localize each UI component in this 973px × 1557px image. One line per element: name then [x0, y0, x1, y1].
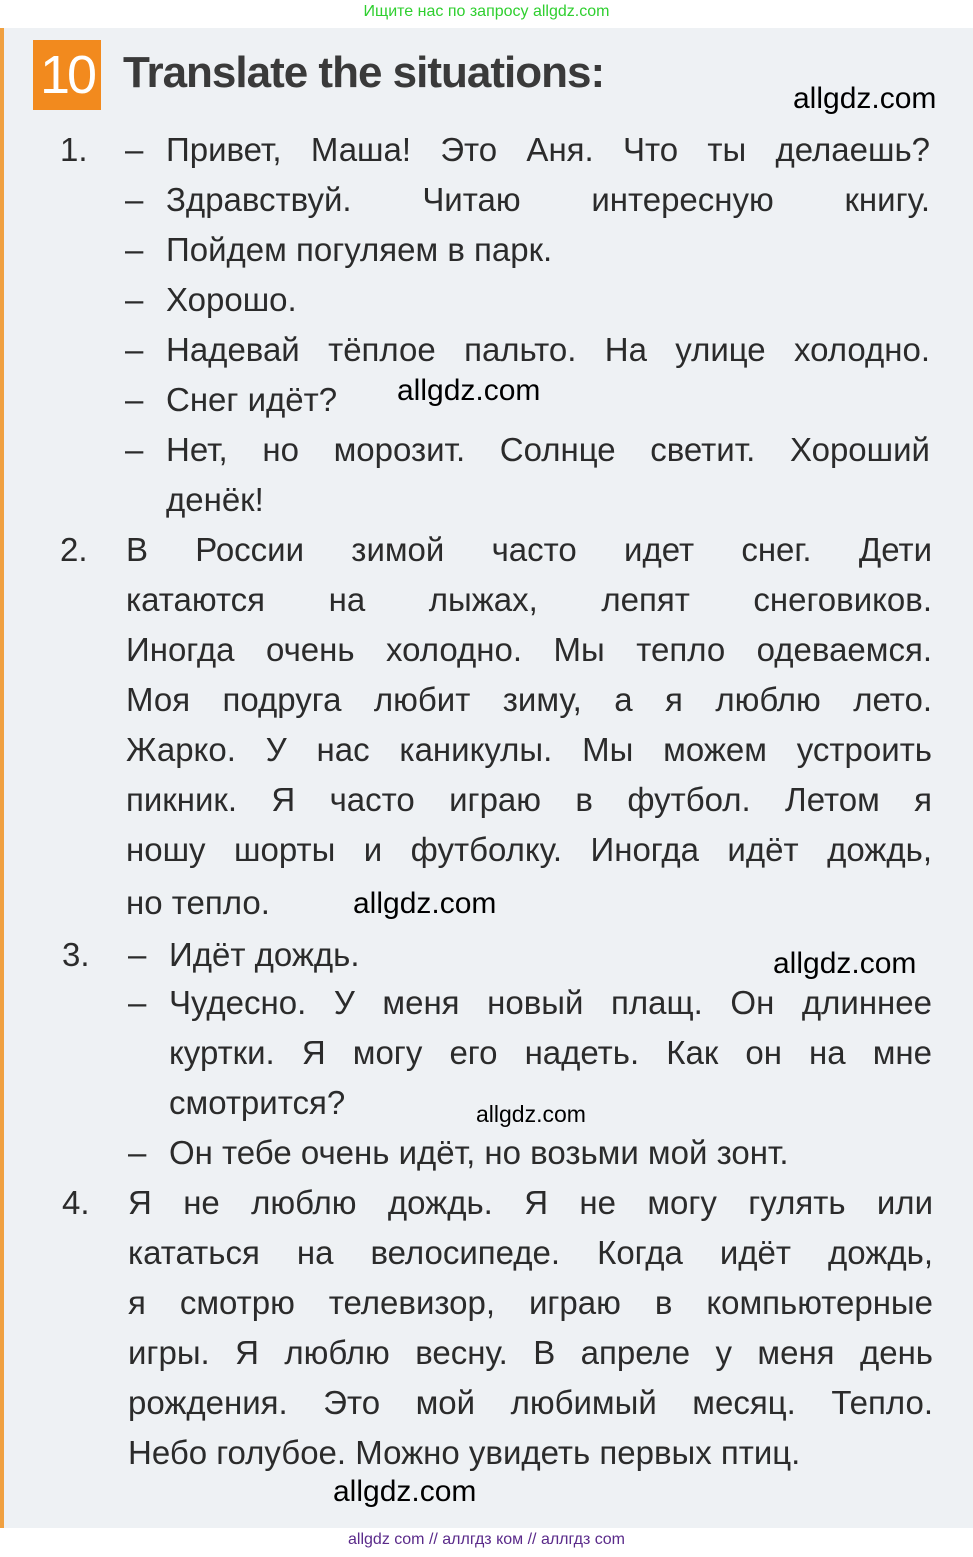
dialogue-dash: – [125, 381, 144, 418]
dialogue-dash: – [125, 181, 144, 218]
text-line: Снег идёт? [166, 381, 338, 418]
section-number: 3. [62, 936, 90, 973]
text-line: Нет, но морозит. Солнце светит. Хороший [166, 431, 930, 468]
text-line: я смотрю телевизор, играю в компьютерные [128, 1284, 933, 1321]
text-line: Идёт дождь. [169, 936, 360, 973]
dialogue-dash: – [125, 431, 144, 468]
text-line: денёк! [166, 481, 264, 518]
exercise-number-badge: 10 [33, 40, 101, 110]
text-line: Моя подруга любит зиму, а я люблю лето. [126, 681, 932, 718]
watermark: allgdz.com [773, 947, 917, 980]
exercise-title: Translate the situations: [123, 48, 605, 97]
text-line: Здравствуй. Читаю интересную книгу. [166, 181, 930, 218]
watermark: allgdz.com [476, 1101, 586, 1127]
text-line: Надевай тёплое пальто. На улице холодно. [166, 331, 930, 368]
section-number: 2. [60, 531, 88, 568]
text-line: куртки. Я могу его надеть. Как он на мне [169, 1034, 932, 1071]
text-line: Хорошо. [166, 281, 297, 318]
dialogue-dash: – [128, 1134, 147, 1171]
text-line: Он тебе очень идёт, но возьми мой зонт. [169, 1134, 789, 1171]
dialogue-dash: – [125, 281, 144, 318]
watermark: allgdz.com [397, 374, 541, 407]
dialogue-dash: – [128, 936, 147, 973]
section-number: 1. [60, 131, 88, 168]
header-note: Ищите нас по запросу allgdz.com [363, 3, 610, 20]
text-line: Пойдем погуляем в парк. [166, 231, 553, 268]
dialogue-dash: – [125, 231, 144, 268]
dialogue-dash: – [125, 331, 144, 368]
watermark: allgdz.com [333, 1475, 477, 1508]
section-number: 4. [62, 1184, 90, 1221]
text-line: ношу шорты и футболку. Иногда идёт дождь, [126, 831, 932, 868]
text-line: пикник. Я часто играю в футбол. Летом я [126, 781, 932, 818]
text-line: катаются на лыжах, лепят снеговиков. [126, 581, 932, 618]
text-line: игры. Я люблю весну. В апреле у меня день [128, 1334, 933, 1371]
text-line: но тепло. [126, 884, 270, 921]
dialogue-dash: – [125, 131, 144, 168]
text-line: Я не люблю дождь. Я не могу гулять или [128, 1184, 933, 1221]
text-line: смотрится? [169, 1084, 346, 1121]
text-line: Небо голубое. Можно увидеть первых птиц. [128, 1434, 801, 1471]
text-line: Чудесно. У меня новый плащ. Он длиннее [169, 984, 932, 1021]
watermark: allgdz.com [353, 887, 497, 920]
watermark: allgdz.com [793, 82, 937, 115]
text-line: Привет, Маша! Это Аня. Что ты делаешь? [166, 131, 930, 168]
text-line: кататься на велосипеде. Когда идёт дождь, [128, 1234, 933, 1271]
dialogue-dash: – [128, 984, 147, 1021]
footer-note: allgdz com // аллгдз ком // аллгдз com [348, 1531, 625, 1548]
text-line: Иногда очень холодно. Мы тепло одеваемся. [126, 631, 932, 668]
text-line: Жарко. У нас каникулы. Мы можем устроить [126, 731, 932, 768]
text-line: рождения. Это мой любимый месяц. Тепло. [128, 1384, 933, 1421]
text-line: В России зимой часто идет снег. Дети [126, 531, 932, 568]
